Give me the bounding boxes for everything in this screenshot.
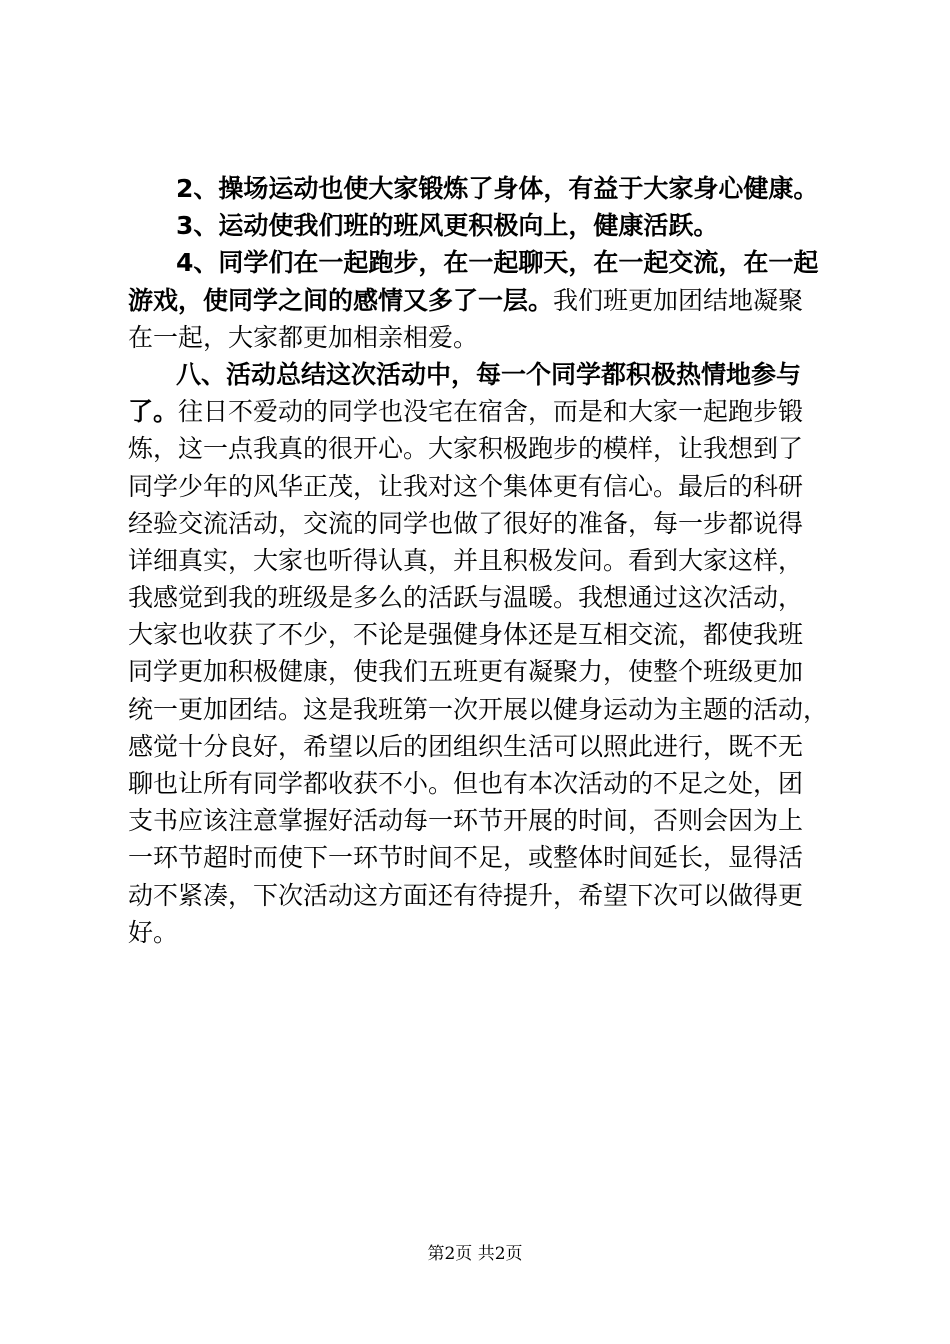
text-segment: 同学更加积极健康，使我们五班更有凝聚力，使整个班级更加 (128, 657, 804, 687)
text-line (128, 319, 840, 356)
text-segment: 我感觉到我的班级是多么的活跃与温暖。我想通过这次活动， (128, 583, 804, 613)
text-line (128, 393, 840, 430)
text-segment: 经验交流活动，交流的同学也做了很好的准备，每一步都说得 (128, 508, 804, 538)
text-line (128, 468, 840, 505)
text-segment: 我们班更加团结地凝聚 (553, 285, 804, 315)
text-line (128, 616, 840, 653)
text-segment: 游戏，使同学之间的感情又多了一层。 (128, 285, 554, 315)
text-segment: 同学少年的风华正茂，让我对这个集体更有信心。最后的科研 (128, 471, 804, 501)
text-line (128, 728, 840, 765)
text-segment: 往日不爱动的同学也没宅在宿舍，而是和大家一起跑步锻 (178, 397, 804, 427)
text-line (128, 244, 840, 281)
text-line (128, 207, 840, 244)
text-segment: 2、操场运动也使大家锻炼了身体，有益于大家身心健康。 (176, 174, 819, 203)
text-segment: 聊也让所有同学都收获不小。但也有本次活动的不足之处，团 (128, 769, 804, 798)
text-segment: 了。 (128, 397, 179, 427)
text-segment: 4、同学们在一起跑步，在一起聊天，在一起交流，在一起 (176, 248, 819, 278)
text-segment: 3、运动使我们班的班风更积极向上，健康活跃。 (176, 211, 719, 241)
text-line (128, 579, 840, 616)
text-line (128, 839, 840, 876)
text-line (128, 877, 840, 914)
text-line (128, 356, 840, 393)
text-segment: 好。 (128, 917, 179, 947)
text-segment: 炼，这一点我真的很开心。大家积极跑步的模样，让我想到了 (128, 434, 804, 464)
text-segment: 在一起，大家都更加相亲相爱。 (128, 322, 479, 352)
text-segment: 大家也收获了不少，不论是强健身体还是互相交流，都使我班 (128, 620, 804, 650)
text-segment: 统一更加团结。这是我班第一次开展以健身运动为主题的活动， (128, 694, 829, 724)
text-segment: 八、活动总结这次活动中，每一个同学都积极热情地参与 (176, 359, 802, 389)
text-segment: 支书应该注意掌握好活动每一环节开展的时间，否则会因为上 (128, 806, 804, 836)
text-line (128, 542, 840, 579)
text-segment: 一环节超时而使下一环节时间不足，或整体时间延长，显得活 (128, 843, 804, 873)
text-line (128, 765, 840, 802)
text-line (128, 691, 840, 728)
text-segment: 感觉十分良好，希望以后的团组织生活可以照此进行，既不无 (128, 731, 804, 761)
text-segment: 详细真实，大家也听得认真，并且积极发问。看到大家这样， (128, 545, 804, 575)
text-line (128, 430, 840, 467)
text-line (128, 170, 840, 207)
text-segment: 动不紧凑，下次活动这方面还有待提升，希望下次可以做得更 (128, 880, 804, 910)
text-line (128, 653, 840, 690)
text-line (128, 802, 840, 839)
text-line (128, 914, 840, 951)
document-body (128, 170, 840, 951)
text-line (128, 505, 840, 542)
text-line (128, 282, 840, 319)
page-number-footer: 第2页 共2页 (427, 1244, 523, 1264)
